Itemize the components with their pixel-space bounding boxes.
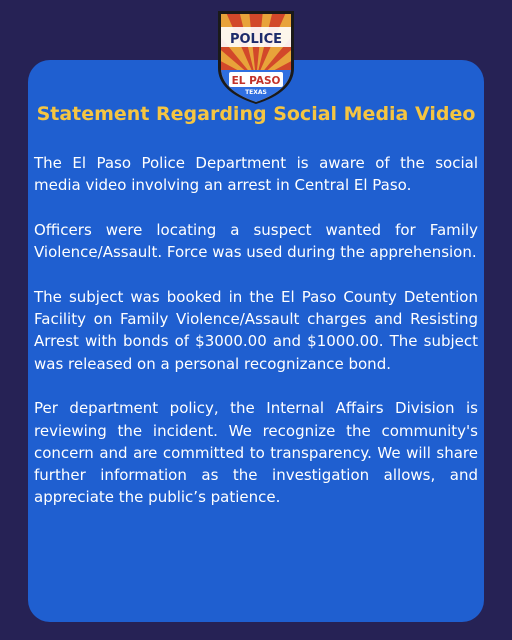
paragraph-review: Per department policy, the Internal Affairs Division is reviewing the incident. We recognize the community's concern and are committed to transparency. We will share further information as the investigation allows, and appreciate the public’s patience. [34, 399, 478, 507]
badge-state-text: TEXAS [245, 89, 267, 96]
police-badge-icon [215, 10, 297, 104]
badge-top-text: POLICE [229, 32, 283, 47]
paragraph-awareness: The El Paso Police Department is aware of the social media video involving an arrest in Central El Paso. [34, 154, 478, 195]
statement-body [34, 152, 478, 509]
badge-graphic [215, 10, 297, 104]
badge-city-text: EL PASO [231, 75, 281, 87]
statement-title: Statement Regarding Social Media Video [36, 103, 476, 125]
paragraph-booking: The subject was booked in the El Paso County Detention Facility on Family Violence/Assault charges and Resisting Arrest with bonds of $3000.00 and $1000.00. The subject was released on a personal recognizance bond. [34, 287, 478, 373]
paragraph-incident: Officers were locating a suspect wanted for Family Violence/Assault. Force was used during the apprehension. [34, 220, 478, 262]
